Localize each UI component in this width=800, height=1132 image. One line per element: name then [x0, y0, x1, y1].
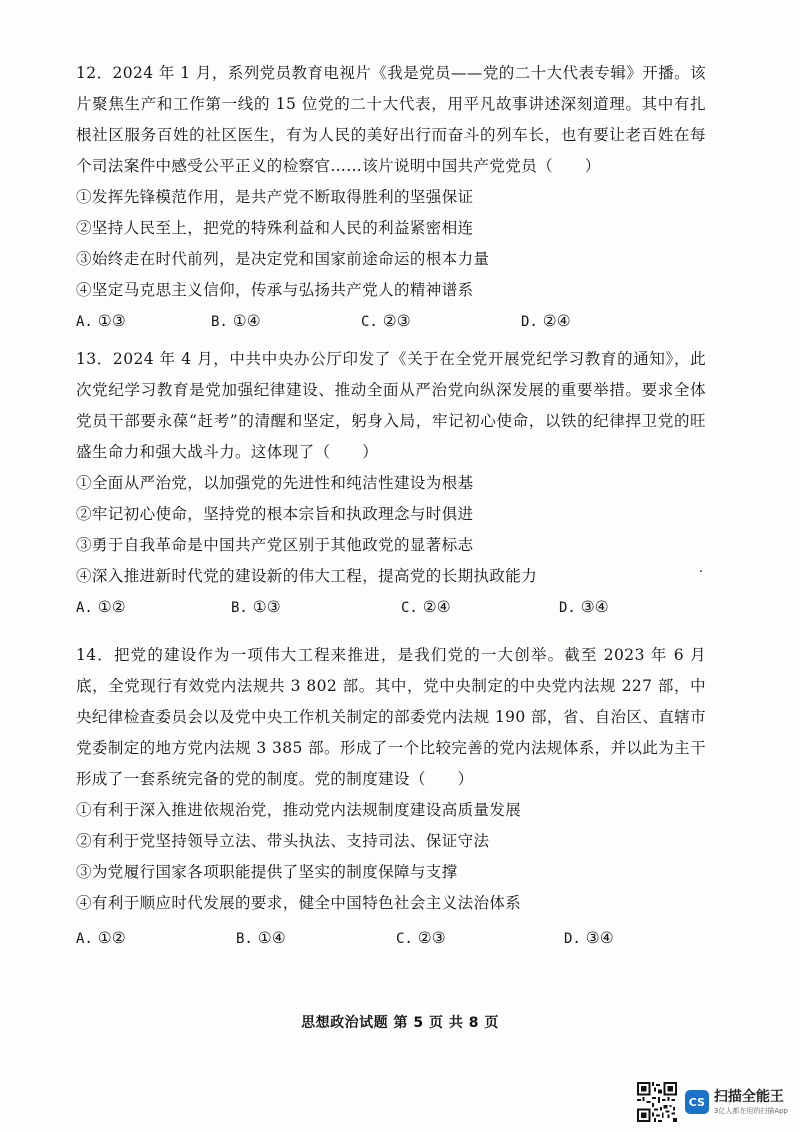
statement-2: ②有利于党坚持领导立法、带头执法、支持司法、保证守法: [76, 832, 490, 850]
watermark-text: [714, 1088, 788, 1116]
statement-3: ③勇于自我革命是中国共产党区别于其他政党的显著标志: [76, 536, 474, 554]
statement-3: ③为党履行国家各项职能提供了坚实的制度保障与支撑: [76, 863, 458, 881]
statement-4: ④坚定马克思主义信仰，传承与弘扬共产党人的精神谱系: [76, 281, 474, 299]
statement-2: ②坚持人民至上，把党的特殊利益和人民的利益紧密相连: [76, 219, 474, 237]
statement-4: ④深入推进新时代党的建设新的伟大工程，提高党的长期执政能力: [76, 567, 538, 585]
statement-1: ①发挥先锋模范作用，是共产党不断取得胜利的坚强保证: [76, 188, 474, 206]
choice-a[interactable]: A. ①②: [76, 929, 126, 947]
page-footer: 思想政治试题 第 5 页 共 8 页: [301, 1015, 499, 1031]
scanner-watermark: [637, 1080, 788, 1124]
answer-choices: [76, 306, 706, 337]
qr-code-icon: [637, 1082, 677, 1122]
statement-1: ①全面从严治党，以加强党的先进性和纯洁性建设为根基: [76, 474, 474, 492]
choice-b[interactable]: B. ①④: [211, 312, 261, 330]
choice-b[interactable]: B. ①④: [236, 929, 286, 947]
watermark-brand: 扫描全能王: [713, 1089, 784, 1105]
choice-c[interactable]: C. ②③: [396, 929, 446, 947]
answer-choices: [76, 592, 706, 623]
question-13: [76, 344, 706, 623]
question-14: [76, 640, 706, 954]
choice-a[interactable]: A. ①②: [76, 598, 126, 616]
question-stem: 13．2024 年 4 月，中共中央办公厅印发了《关于在全党开展党纪学习教育的通知》，此次党纪学习教育是党加强纪律建设、推动全面从严治党向纵深发展的重要举措。要求全体党员干部要永葆“赶考”的清醒和坚定，躬身入局，牢记初心使命，以铁的纪律捍卫党的旺盛生命力和强大战斗力。这体现了（ ）: [76, 350, 706, 461]
question-stem: 12．2024 年 1 月，系列党员教育电视片《我是党员——党的二十大代表专辑》开播。该片聚焦生产和工作第一线的 15 位党的二十大代表，用平凡故事讲述深刻道理。其中有扎根社区服务百姓的社区医生，有为人民的美好出行而奋斗的列车长，也有要让老百姓在每个司法案件中感受公平正义的检察官……该片说明中国共产党党员（ ）: [76, 64, 706, 175]
statement-1: ①有利于深入推进依规治党，推动党内法规制度建设高质量发展: [76, 801, 522, 819]
question-stem: 14．把党的建设作为一项伟大工程来推进，是我们党的一大创举。截至 2023 年 6 月底，全党现行有效党内法规共 3 802 部。其中，党中央制定的中央党内法规 227 部，中央纪律检查委员会以及党中央工作机关制定的部委党内法规 190 部，省、自治区、直辖市党委制定的地方党内法规 3 385 部。形成了一个比较完善的党内法规体系，并以此为主干形成了一套系统完备的党的制度。党的制度建设（ ）: [76, 646, 706, 788]
statement-2: ②牢记初心使命，坚持党的根本宗旨和执政理念与时俱进: [76, 505, 474, 523]
statement-3: ③始终走在时代前列，是决定党和国家前途命运的根本力量: [76, 250, 490, 268]
watermark-subtitle: 3亿人都在用的扫描App: [713, 1107, 788, 1115]
choice-d[interactable]: D. ③④: [559, 598, 609, 616]
scan-speck: [700, 570, 702, 572]
answer-choices: [76, 923, 706, 954]
question-12: [76, 58, 706, 337]
choice-a[interactable]: A. ①③: [76, 312, 126, 330]
choice-d[interactable]: D. ③④: [564, 929, 614, 947]
choice-c[interactable]: C. ②④: [401, 598, 451, 616]
choice-d[interactable]: D. ②④: [521, 312, 571, 330]
statement-4: ④有利于顺应时代发展的要求，健全中国特色社会主义法治体系: [76, 894, 522, 912]
choice-c[interactable]: C. ②③: [361, 312, 411, 330]
camscanner-logo: CS: [685, 1090, 709, 1114]
choice-b[interactable]: B. ①③: [231, 598, 281, 616]
